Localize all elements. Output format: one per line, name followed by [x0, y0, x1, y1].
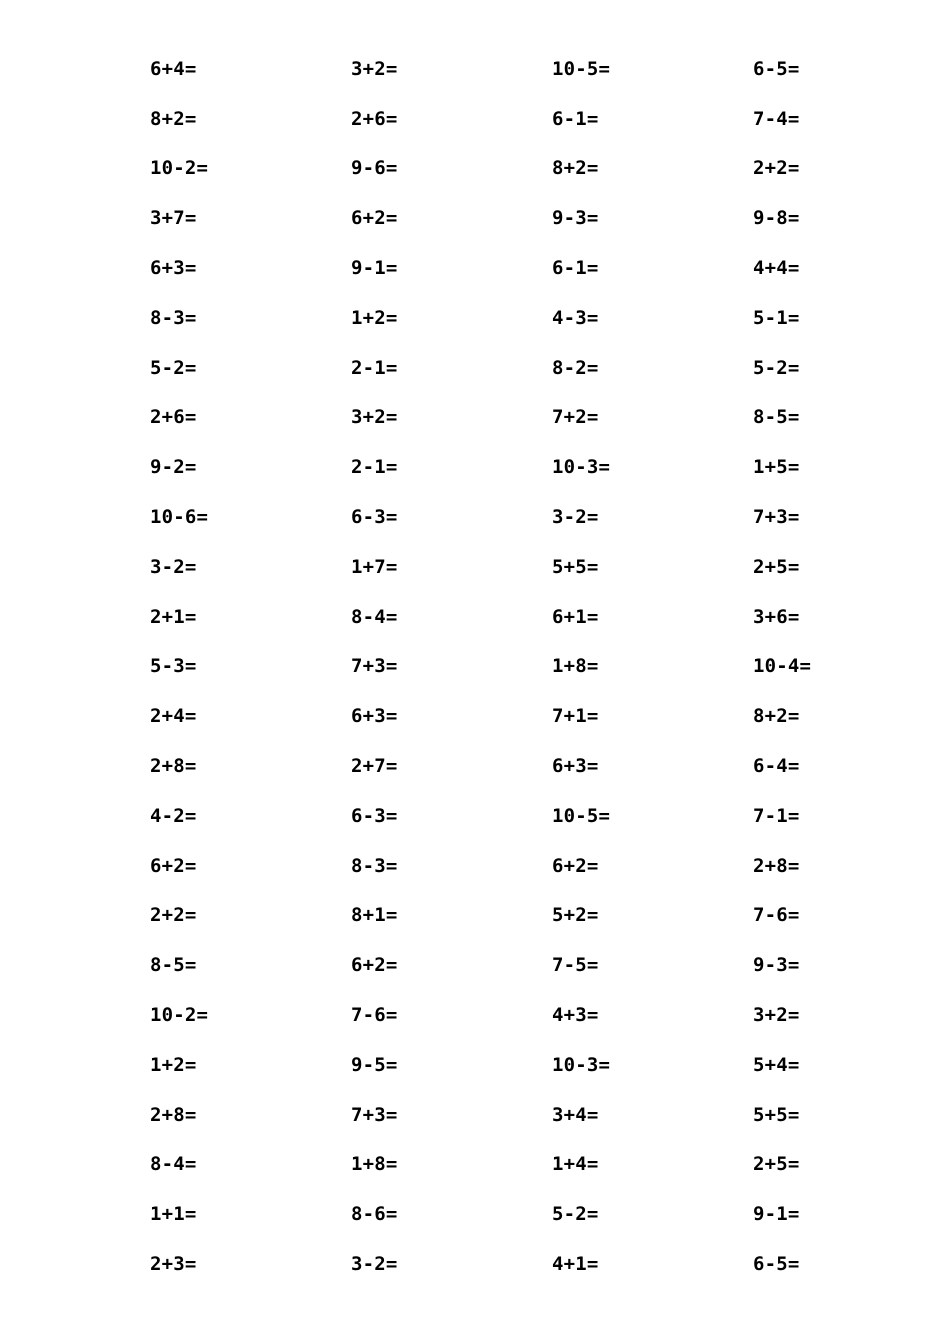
math-problem: 2+6= [150, 406, 197, 429]
math-problem: 7+1= [552, 705, 599, 728]
problem-row [150, 1239, 950, 1289]
math-problem: 8+2= [150, 107, 197, 130]
problem-row [150, 243, 950, 293]
math-problem: 5+5= [552, 555, 599, 578]
math-problem: 3+2= [753, 1004, 800, 1027]
math-problem: 3+7= [150, 207, 197, 230]
math-problem: 1+5= [753, 456, 800, 479]
math-problem: 7-6= [351, 1004, 398, 1027]
math-problem: 1+8= [552, 655, 599, 678]
problem-row [150, 492, 950, 542]
problem-row [150, 1189, 950, 1239]
math-problem: 8-2= [552, 356, 599, 379]
math-problem: 4+3= [552, 1004, 599, 1027]
math-problem: 10-5= [552, 804, 611, 827]
math-problem: 7-5= [552, 954, 599, 977]
math-problem: 6+3= [351, 705, 398, 728]
math-problem: 6+3= [552, 755, 599, 778]
math-problem: 4+1= [552, 1253, 599, 1276]
math-problem: 8+2= [753, 705, 800, 728]
math-problem: 2-1= [351, 356, 398, 379]
math-problem: 10-3= [552, 1053, 611, 1076]
math-problem: 10-4= [753, 655, 812, 678]
math-problem: 10-2= [150, 1004, 209, 1027]
math-problem: 8-3= [351, 854, 398, 877]
math-problem: 4-3= [552, 306, 599, 329]
math-problem: 6-1= [552, 257, 599, 280]
math-problem: 5-2= [150, 356, 197, 379]
math-problem: 6+4= [150, 57, 197, 80]
math-problem: 5-3= [150, 655, 197, 678]
math-problem: 5-2= [753, 356, 800, 379]
math-problem: 9-2= [150, 456, 197, 479]
math-problem: 7+3= [753, 506, 800, 529]
problem-grid [150, 44, 950, 1289]
problem-row [150, 542, 950, 592]
problem-row [150, 1090, 950, 1140]
problem-row [150, 293, 950, 343]
math-problem: 3+2= [351, 57, 398, 80]
math-problem: 10-6= [150, 506, 209, 529]
problem-row [150, 343, 950, 393]
math-problem: 2+8= [150, 755, 197, 778]
math-problem: 6-3= [351, 804, 398, 827]
math-problem: 1+8= [351, 1153, 398, 1176]
math-problem: 6-1= [552, 107, 599, 130]
math-problem: 3-2= [552, 506, 599, 529]
problem-row [150, 841, 950, 891]
math-problem: 9-1= [351, 257, 398, 280]
math-problem: 8-5= [753, 406, 800, 429]
math-problem: 2+8= [150, 1103, 197, 1126]
math-problem: 8-4= [150, 1153, 197, 1176]
math-problem: 6-5= [753, 1253, 800, 1276]
problem-row [150, 940, 950, 990]
math-problem: 10-3= [552, 456, 611, 479]
math-problem: 2+5= [753, 555, 800, 578]
math-problem: 5-1= [753, 306, 800, 329]
math-problem: 4-2= [150, 804, 197, 827]
problem-row [150, 741, 950, 791]
math-problem: 8-4= [351, 605, 398, 628]
math-problem: 5+2= [552, 904, 599, 927]
math-problem: 5+5= [753, 1103, 800, 1126]
math-problem: 3+4= [552, 1103, 599, 1126]
math-problem: 8+1= [351, 904, 398, 927]
math-problem: 6-5= [753, 57, 800, 80]
problem-row [150, 193, 950, 243]
math-problem: 2+4= [150, 705, 197, 728]
math-problem: 9-1= [753, 1203, 800, 1226]
math-problem: 6-3= [351, 506, 398, 529]
math-problem: 6+1= [552, 605, 599, 628]
math-problem: 7+2= [552, 406, 599, 429]
problem-row [150, 144, 950, 194]
math-problem: 3-2= [150, 555, 197, 578]
math-problem: 7-4= [753, 107, 800, 130]
math-problem: 4+4= [753, 257, 800, 280]
math-problem: 8-5= [150, 954, 197, 977]
problem-row [150, 990, 950, 1040]
problem-row [150, 1040, 950, 1090]
math-problem: 5-2= [552, 1203, 599, 1226]
math-problem: 2+3= [150, 1253, 197, 1276]
math-problem: 10-5= [552, 57, 611, 80]
math-problem: 2+6= [351, 107, 398, 130]
math-problem: 7+3= [351, 1103, 398, 1126]
math-problem: 2+2= [150, 904, 197, 927]
math-problem: 6+2= [552, 854, 599, 877]
math-problem: 9-6= [351, 157, 398, 180]
math-problem: 7+3= [351, 655, 398, 678]
math-problem: 2+5= [753, 1153, 800, 1176]
problem-row [150, 791, 950, 841]
math-problem: 3+6= [753, 605, 800, 628]
problem-row [150, 592, 950, 642]
math-problem: 2+7= [351, 755, 398, 778]
problem-row [150, 891, 950, 941]
math-problem: 7-1= [753, 804, 800, 827]
math-problem: 1+2= [351, 306, 398, 329]
math-problem: 8-3= [150, 306, 197, 329]
math-problem: 8+2= [552, 157, 599, 180]
math-problem: 5+4= [753, 1053, 800, 1076]
math-problem: 1+4= [552, 1153, 599, 1176]
problem-row [150, 44, 950, 94]
problem-row [150, 442, 950, 492]
math-problem: 9-3= [552, 207, 599, 230]
math-problem: 9-8= [753, 207, 800, 230]
math-problem: 10-2= [150, 157, 209, 180]
problem-row [150, 691, 950, 741]
math-problem: 2-1= [351, 456, 398, 479]
math-problem: 6+2= [351, 207, 398, 230]
problem-row [150, 94, 950, 144]
math-problem: 6+3= [150, 257, 197, 280]
math-problem: 2+1= [150, 605, 197, 628]
math-problem: 1+1= [150, 1203, 197, 1226]
problem-row [150, 393, 950, 443]
math-problem: 7-6= [753, 904, 800, 927]
math-problem: 1+2= [150, 1053, 197, 1076]
math-problem: 8-6= [351, 1203, 398, 1226]
math-problem: 9-5= [351, 1053, 398, 1076]
math-problem: 6+2= [150, 854, 197, 877]
math-problem: 6-4= [753, 755, 800, 778]
problem-row [150, 1140, 950, 1190]
math-problem: 2+2= [753, 157, 800, 180]
math-problem: 3+2= [351, 406, 398, 429]
math-problem: 6+2= [351, 954, 398, 977]
problem-row [150, 642, 950, 692]
math-problem: 2+8= [753, 854, 800, 877]
math-problem: 9-3= [753, 954, 800, 977]
math-problem: 1+7= [351, 555, 398, 578]
math-problem: 3-2= [351, 1253, 398, 1276]
